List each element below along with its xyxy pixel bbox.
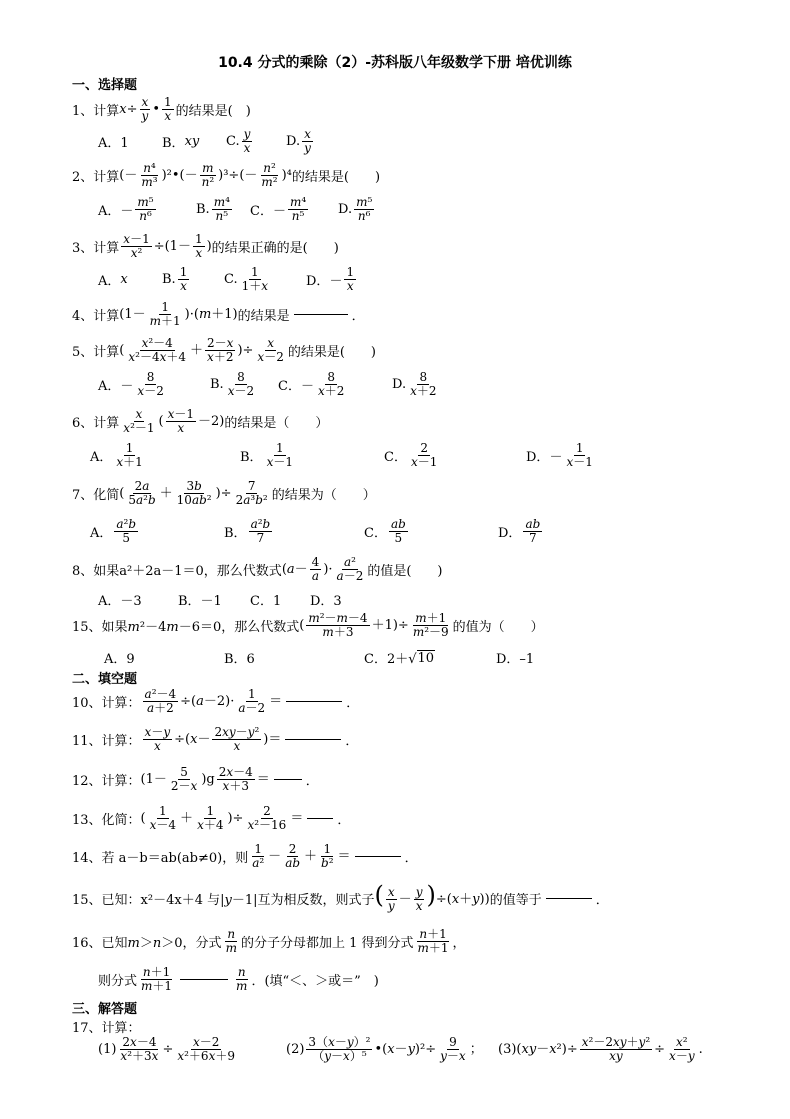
option-c[interactable]: C. 1 1＋x	[224, 265, 269, 293]
question-3-expr: $\frac{x-1}{\text{x²}}$ ÷(1－ $\frac{1}{x}$ )	[123, 232, 212, 260]
option-b[interactable]: B．－1	[178, 594, 222, 609]
part-3-expr: (xy－x²)÷ $\frac{\text{x²－2xy＋y²}}{xy}$ ÷ $\frac{\text{x²}}{x-y}$ .	[516, 1035, 703, 1063]
question-15a-suffix: 的值为（ ）	[452, 620, 544, 635]
option-c[interactable]: C． 2 x－1	[384, 441, 438, 469]
option-b[interactable]: B．6	[224, 652, 255, 667]
question-17	[72, 1017, 141, 1036]
option-c[interactable]: C． 2＋√ 10	[364, 650, 435, 667]
question-15b-end: ．	[595, 892, 609, 908]
question-11-end: ．	[345, 734, 359, 749]
question-6-label: 6、计算	[72, 416, 120, 431]
question-16-line2a: 则分式	[98, 974, 138, 989]
option-c[interactable]: C．1	[250, 594, 282, 609]
option-b[interactable]: B． xy	[162, 134, 200, 151]
question-15b-expr: ( $\frac{x}{y}$ － $\frac{y}{x}$ )÷(x＋y))	[374, 881, 490, 913]
question-7-suffix: 的结果为（ ）	[271, 488, 376, 503]
answer-blank[interactable]	[286, 701, 342, 702]
answer-blank[interactable]	[294, 314, 348, 315]
option-a[interactable]: A． － m⁵ n⁶	[98, 195, 154, 223]
question-1-suffix: 的结果是( )	[175, 104, 251, 119]
question-16-mid1: ，分式	[182, 936, 222, 951]
option-c[interactable]: C． － 8 x＋2	[278, 370, 345, 398]
question-4	[72, 301, 365, 328]
option-a[interactable]: A．1	[98, 136, 129, 151]
fraction-n-over-m: n m	[225, 927, 237, 955]
question-10	[72, 688, 359, 715]
question-5	[72, 337, 376, 364]
question-1-expr: x÷ $\frac{x}{y}$ • $\frac{1}{x}$	[119, 95, 172, 123]
question-8	[72, 556, 442, 583]
question-15b-suffix: 的值等于	[489, 892, 542, 908]
option-d[interactable]: D． － 1 x－1	[526, 441, 593, 469]
question-5-suffix: 的结果是( )	[287, 345, 376, 360]
option-c[interactable]: C． － m⁴ n⁵	[250, 195, 307, 223]
question-2-label: 2、计算	[72, 170, 120, 185]
question-7-options	[90, 518, 544, 545]
question-17-part2	[286, 1036, 483, 1063]
question-7-expr: ( $\frac{2a}{\text{5a²b}}$ ＋ $\frac{3b}{\text{10ab²}}$ )÷ $\frac{7}{\text{2a³b²}}$	[119, 479, 268, 507]
question-16-label: 16、已知	[72, 936, 128, 951]
question-2	[72, 162, 380, 189]
option-c[interactable]: C. y x	[226, 127, 251, 155]
fraction-n1-over-m1: n＋1 m＋1	[417, 927, 449, 955]
part-2-expr: $\frac{\text{3（x－y）²}}{\text{（y－x）⁵}}$ •(x－y)²÷ $\frac{9}{y-x}$ ；	[308, 1035, 483, 1063]
question-1-options	[98, 128, 315, 155]
question-4-expr: (1－ $\frac{1}{m+1}$ )·(m＋1)	[119, 300, 238, 328]
question-4-label: 4、计算	[72, 309, 120, 324]
question-13	[72, 805, 350, 832]
question-13-expr: ( $\frac{1}{x-4}$ ＋ $\frac{1}{x+4}$ )÷ $\frac{2}{\text{x²－16}}$ ＝	[140, 804, 304, 832]
question-17-label: 17、计算：	[72, 1021, 141, 1036]
option-b[interactable]: B. 8 x－2	[210, 370, 255, 398]
option-a[interactable]: A． － 8 x－2	[98, 370, 164, 398]
answer-blank[interactable]	[355, 856, 401, 857]
question-6-suffix: 的结果是（ ）	[224, 416, 329, 431]
option-d[interactable]: D．–1	[496, 652, 535, 667]
fraction-n-over-m: n m	[236, 965, 248, 993]
question-5-label: 5、计算	[72, 345, 120, 360]
option-d[interactable]: D． ab 7	[498, 517, 541, 545]
answer-blank[interactable]	[285, 739, 341, 740]
question-5-expr: ( $\frac{\text{x²－4}}{\text{x²－4x＋4}}$ ＋ $\frac{2-x}{x+2}$ )÷ $\frac{x}{x-2}$	[119, 336, 284, 364]
question-11	[72, 726, 358, 753]
part-1-label: (1)	[98, 1042, 117, 1057]
option-b[interactable]: B． 1 x－1	[240, 441, 293, 469]
question-6-options	[90, 442, 597, 469]
question-8-options	[98, 590, 342, 609]
question-17-part3	[498, 1036, 703, 1063]
answer-blank[interactable]	[180, 979, 228, 980]
option-b[interactable]: B. m⁴ n⁵	[196, 195, 230, 223]
question-4-end: ．	[351, 309, 365, 324]
option-c[interactable]: C． ab 5	[364, 517, 406, 545]
question-12-label: 12、计算：	[72, 774, 141, 789]
question-14-label: 14、若 a－b＝ab(ab≠0)，则	[72, 851, 249, 866]
question-15b-label: 15、已知：x²－4x＋4 与	[72, 892, 221, 908]
option-a[interactable]: A．－3	[98, 594, 142, 609]
fraction-n1-over-m1: n＋1 m＋1	[141, 965, 173, 993]
option-a[interactable]: A． 1 x＋1	[90, 441, 143, 469]
question-11-label: 11、计算：	[72, 734, 141, 749]
question-8-label: 8、如果	[72, 564, 120, 579]
question-15a-options	[104, 648, 534, 667]
question-15a	[72, 612, 544, 639]
option-d[interactable]: D. m⁵ n⁶	[338, 195, 373, 223]
question-15b-mid: 互为相反数，则式子	[257, 892, 375, 908]
question-6-expr: $\frac{x}{\text{x²－1}}$ ( $\frac{x-1}{x}$ －2)	[123, 407, 225, 435]
question-15a-expr: ( $\frac{\text{m²－m－4}}{m+3}$ ＋1)÷ $\frac{m+1}{\text{m²－9}}$	[299, 611, 449, 639]
question-3-label: 3、计算	[72, 241, 120, 256]
part-1-expr: $\frac{2x-4}{\text{x²＋3x}}$ ÷ $\frac{x-2}{\text{x²＋6x＋9}}$	[120, 1035, 235, 1063]
question-4-suffix: 的结果是	[237, 309, 290, 324]
question-16-line2	[98, 966, 379, 993]
question-15b	[72, 883, 609, 913]
part-3-label: (3)	[498, 1042, 517, 1057]
question-12-expr: (1－ $\frac{5}{2-x}$ )g $\frac{2x-4}{x+3}$ ＝	[140, 765, 270, 793]
question-16-end: ，	[452, 936, 466, 951]
option-a[interactable]: A． a²b 5	[90, 517, 137, 545]
question-2-expr: (－ $\frac{\text{n⁴}}{\text{m³}}$ )²•(－ $\frac{m}{\text{n²}}$ )³÷(－ $\frac{\text{n²}}{\text{m²}}$ )⁴	[119, 161, 292, 189]
question-12	[72, 766, 319, 793]
option-d[interactable]: D．3	[310, 594, 342, 609]
question-15a-eq: m²－4m－6＝0	[127, 620, 222, 635]
question-14	[72, 843, 418, 870]
section-choice: 一、选择题	[72, 78, 138, 93]
question-6	[72, 408, 328, 435]
question-3-options	[98, 266, 358, 293]
question-15a-label: 15、如果	[72, 620, 128, 635]
question-12-end: ．	[305, 774, 319, 789]
question-16-line2b: ．(填“＜、＞或＝” )	[251, 974, 379, 989]
option-a[interactable]: A．9	[104, 652, 135, 667]
option-d[interactable]: D. x y	[286, 127, 311, 155]
question-2-options	[98, 196, 376, 223]
question-14-end: ．	[404, 851, 418, 866]
question-8-expr: (a－ $\frac{4}{a}$ )· $\frac{\text{a²}}{a-2}$	[281, 555, 364, 583]
question-16	[72, 928, 466, 955]
question-1-label: 1、计算	[72, 104, 120, 119]
question-14-expr: $\frac{1}{\text{a²}}$ － $\frac{2}{ab}$ ＋ $\frac{1}{\text{b²}}$ ＝	[252, 842, 351, 870]
section-solve: 三、解答题	[72, 1002, 138, 1017]
question-10-end: ．	[346, 696, 360, 711]
section-fill: 二、填空题	[72, 672, 138, 687]
question-15a-mid: ，那么代数式	[221, 620, 300, 635]
option-b[interactable]: B. 1 x	[162, 265, 188, 293]
part-2-label: (2)	[286, 1042, 305, 1057]
question-16-cond: m＞n＞0	[127, 936, 183, 951]
answer-blank[interactable]	[307, 818, 333, 819]
option-d[interactable]: D. 8 x＋2	[392, 370, 437, 398]
answer-blank[interactable]	[546, 898, 592, 899]
question-3	[72, 233, 339, 260]
question-5-options	[98, 371, 441, 398]
question-10-label: 10、计算：	[72, 696, 141, 711]
answer-blank[interactable]	[274, 779, 302, 780]
question-10-expr: $\frac{\text{a²－4}}{a+2}$ ÷(a－2)· $\frac{1}{a-2}$ ＝	[144, 687, 283, 715]
question-7	[72, 480, 376, 507]
question-15b-abs: |y－1|	[220, 892, 258, 908]
question-13-label: 13、化简：	[72, 813, 141, 828]
option-a[interactable]: A． x	[98, 272, 128, 289]
question-8-suffix: 的值是( )	[367, 564, 443, 579]
question-16-mid2: 的分子分母都加上 1 得到分式	[240, 936, 414, 951]
question-17-part1	[98, 1036, 239, 1063]
question-13-end: ．	[337, 813, 351, 828]
question-1	[72, 96, 251, 123]
page-title: 10.4 分式的乘除（2）-苏科版八年级数学下册 培优训练	[218, 55, 572, 71]
option-d[interactable]: D． － 1 x	[306, 265, 355, 293]
question-2-suffix: 的结果是( )	[291, 170, 381, 185]
question-7-label: 7、化简	[72, 488, 120, 503]
question-8-eq: a²＋2a－1＝0，那么代数式	[119, 564, 282, 579]
question-11-expr: $\frac{x-y}{x}$ ÷(x－ $\frac{\text{2xy－y²}}{x}$ )＝	[144, 725, 282, 753]
option-b[interactable]: B． a²b 7	[224, 517, 271, 545]
question-3-suffix: 的结果正确的是( )	[211, 241, 339, 256]
